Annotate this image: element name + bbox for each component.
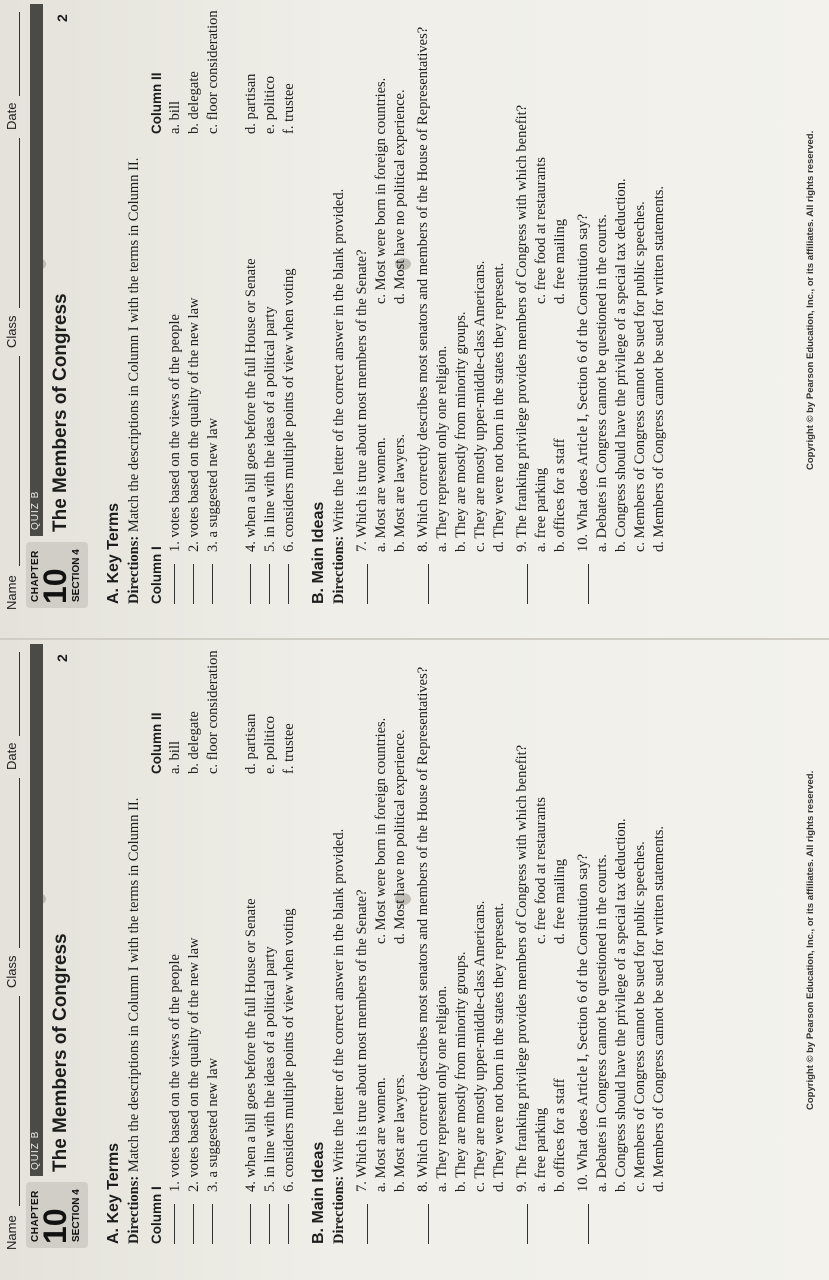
key-term-description: 4. when a bill goes before the full House or Senate <box>243 258 259 552</box>
directions-text: Write the letter of the correct answer in the blank provided. <box>331 828 347 1173</box>
choice-a: a. Debates in Congress cannot be questioned in the courts. <box>594 854 610 1192</box>
key-term-option: c. floor consideration <box>205 650 221 774</box>
answer-blank[interactable] <box>250 564 251 604</box>
answer-blank[interactable] <box>428 1204 429 1244</box>
choice-c: c. Most were born in foreign countries. <box>373 77 389 304</box>
chapter-label: CHAPTER <box>30 550 41 602</box>
key-term-option: f. trustee <box>281 723 297 774</box>
answer-blank[interactable] <box>193 564 194 604</box>
date-label: Date <box>4 742 19 770</box>
question-stem: 7. Which is true about most members of the Senate? <box>354 249 370 552</box>
section-a-directions <box>125 644 144 1244</box>
key-term-option: c. floor consideration <box>205 10 221 134</box>
choice-c: c. They are mostly upper-middle-class Americans. <box>472 900 488 1192</box>
key-term-option: b. delegate <box>186 711 202 774</box>
answer-blank[interactable] <box>288 1204 289 1244</box>
column-headers <box>147 4 166 604</box>
column-2-label: Column II <box>149 712 164 774</box>
answer-blank[interactable] <box>250 1204 251 1244</box>
question-10 <box>574 4 669 604</box>
section-a-heading: A. Key Terms <box>105 1142 122 1244</box>
answer-blank[interactable] <box>269 564 270 604</box>
class-label: Class <box>4 955 19 988</box>
key-term-row <box>204 4 242 604</box>
quiz-header <box>26 638 90 1248</box>
choice-a: a. free parking <box>533 1107 549 1192</box>
key-term-row <box>261 4 280 604</box>
section-a-directions <box>125 4 144 604</box>
key-term-option: e. politico <box>262 76 278 134</box>
directions-label: Directions: <box>126 535 142 604</box>
key-term-row <box>204 644 242 1244</box>
question-8 <box>414 4 509 604</box>
quiz-title: The Members of Congress <box>50 933 71 1172</box>
question-stem: 10. What does Article I, Section 6 of the Constitution say? <box>575 853 591 1192</box>
choice-d: d. They were not born in the states they represent. <box>491 902 507 1192</box>
key-term-row <box>261 644 280 1244</box>
column-headers <box>147 644 166 1244</box>
question-stem: 8. Which correctly describes most senators and members of the House of Representatives? <box>415 666 431 1192</box>
choice-b: b. offices for a staff <box>552 438 568 552</box>
answer-blank[interactable] <box>527 1204 528 1244</box>
quiz-content <box>98 4 669 604</box>
key-term-option: b. delegate <box>186 71 202 134</box>
choice-d: d. free mailing <box>552 859 568 944</box>
page-number: 2 <box>54 14 70 22</box>
class-label: Class <box>4 315 19 348</box>
question-10 <box>574 644 669 1244</box>
copyright-notice: Copyright © by Pearson Education, Inc., or its affiliates. All rights reserved. <box>805 770 816 1110</box>
name-line[interactable] <box>19 996 20 1206</box>
choice-a: a. free parking <box>533 467 549 552</box>
choice-d: d. Most have no political experience. <box>392 729 408 944</box>
key-term-description: 3. a suggested new law <box>205 1057 221 1192</box>
name-line[interactable] <box>19 356 20 566</box>
class-line[interactable] <box>19 138 20 308</box>
column-1-label: Column I <box>149 1186 164 1244</box>
question-stem: 8. Which correctly describes most senators and members of the House of Representatives? <box>415 26 431 552</box>
date-label: Date <box>4 102 19 130</box>
chapter-label: CHAPTER <box>30 1190 41 1242</box>
answer-blank[interactable] <box>212 1204 213 1244</box>
key-terms-list <box>166 644 299 1244</box>
key-term-row <box>185 4 204 604</box>
answer-blank[interactable] <box>428 564 429 604</box>
key-term-row <box>242 4 261 604</box>
question-9 <box>513 4 570 604</box>
choice-c: c. Members of Congress cannot be sued for public speeches. <box>632 201 648 552</box>
choice-a: a. They represent only one religion. <box>434 985 450 1192</box>
date-line[interactable] <box>19 652 20 736</box>
answer-blank[interactable] <box>588 1204 589 1244</box>
name-class-date-bar <box>4 10 24 610</box>
answer-blank[interactable] <box>174 564 175 604</box>
choice-b: b. Most are lawyers. <box>392 1074 408 1192</box>
key-term-option: a. bill <box>167 740 183 774</box>
quiz-page-bottom <box>0 640 829 1280</box>
question-stem: 9. The franking privilege provides members of Congress with which benefit? <box>514 104 530 552</box>
answer-blank[interactable] <box>174 1204 175 1244</box>
question-7 <box>353 4 410 604</box>
choice-b: b. Most are lawyers. <box>392 434 408 552</box>
directions-text: Write the letter of the correct answer in the blank provided. <box>331 188 347 533</box>
column-2-label: Column II <box>149 72 164 134</box>
name-label: Name <box>4 1215 19 1250</box>
choice-c: c. Members of Congress cannot be sued for public speeches. <box>632 841 648 1192</box>
key-term-option: e. politico <box>262 716 278 774</box>
answer-blank[interactable] <box>367 1204 368 1244</box>
key-term-row <box>185 644 204 1244</box>
question-stem: 7. Which is true about most members of the Senate? <box>354 889 370 1192</box>
directions-label: Directions: <box>331 1175 347 1244</box>
key-term-option: d. partisan <box>243 73 259 134</box>
directions-label: Directions: <box>331 535 347 604</box>
quiz-label: QUIZ B <box>30 490 41 530</box>
section-a-heading: A. Key Terms <box>105 502 122 604</box>
question-stem: 10. What does Article I, Section 6 of the Constitution say? <box>575 213 591 552</box>
class-line[interactable] <box>19 778 20 948</box>
key-term-description: 1. votes based on the views of the people <box>167 954 183 1192</box>
choice-c: c. Most were born in foreign countries. <box>373 717 389 944</box>
choice-a: a. Debates in Congress cannot be questioned in the courts. <box>594 214 610 552</box>
key-term-description: 4. when a bill goes before the full House or Senate <box>243 898 259 1192</box>
quiz-header <box>26 0 90 608</box>
name-class-date-bar <box>4 650 24 1250</box>
question-7 <box>353 644 410 1244</box>
key-term-description: 3. a suggested new law <box>205 417 221 552</box>
quiz-bar <box>30 4 43 536</box>
key-term-description: 6. considers multiple points of view when voting <box>281 908 297 1192</box>
quiz-title: The Members of Congress <box>50 293 71 532</box>
section-b-directions <box>330 644 349 1244</box>
key-term-description: 5. in line with the ideas of a political party <box>262 946 278 1192</box>
key-term-option: f. trustee <box>281 83 297 134</box>
copyright-notice: Copyright © by Pearson Education, Inc., or its affiliates. All rights reserved. <box>805 130 816 470</box>
name-label: Name <box>4 575 19 610</box>
answer-blank[interactable] <box>288 564 289 604</box>
section-b-heading: B. Main Ideas <box>310 501 327 604</box>
key-terms-list <box>166 4 299 604</box>
key-term-description: 1. votes based on the views of the people <box>167 314 183 552</box>
choice-c: c. free food at restaurants <box>533 157 549 304</box>
answer-blank[interactable] <box>269 1204 270 1244</box>
key-term-description: 2. votes based on the quality of the new law <box>186 937 202 1192</box>
choice-a: a. Most are women. <box>373 1077 389 1192</box>
section-b-heading: B. Main Ideas <box>310 1141 327 1244</box>
key-term-option: a. bill <box>167 100 183 134</box>
choice-b: b. They are mostly from minority groups. <box>453 951 469 1192</box>
choice-a: a. Most are women. <box>373 437 389 552</box>
directions-text: Match the descriptions in Column I with the terms in Column II. <box>126 797 142 1173</box>
directions-text: Match the descriptions in Column I with the terms in Column II. <box>126 157 142 533</box>
section-label: SECTION 4 <box>71 549 82 602</box>
date-line[interactable] <box>19 12 20 96</box>
directions-label: Directions: <box>126 1175 142 1244</box>
choice-c: c. free food at restaurants <box>533 797 549 944</box>
choice-b: b. Congress should have the privilege of a special tax deduction. <box>613 818 629 1192</box>
key-term-description: 2. votes based on the quality of the new law <box>186 297 202 552</box>
choice-b: b. Congress should have the privilege of a special tax deduction. <box>613 178 629 552</box>
key-term-row <box>280 644 299 1244</box>
chapter-box <box>26 1182 88 1248</box>
key-term-row <box>242 644 261 1244</box>
choice-d: d. Members of Congress cannot be sued for written statements. <box>651 185 667 552</box>
choice-d: d. They were not born in the states they represent. <box>491 262 507 552</box>
chapter-number: 10 <box>37 568 73 604</box>
question-9 <box>513 644 570 1244</box>
key-term-row <box>166 644 185 1244</box>
key-term-row <box>166 4 185 604</box>
section-label: SECTION 4 <box>71 1189 82 1242</box>
choice-b: b. offices for a staff <box>552 1078 568 1192</box>
key-term-row <box>280 4 299 604</box>
key-term-option: d. partisan <box>243 713 259 774</box>
page-number: 2 <box>54 654 70 662</box>
choice-d: d. free mailing <box>552 219 568 304</box>
question-8 <box>414 644 509 1244</box>
answer-blank[interactable] <box>212 564 213 604</box>
choice-c: c. They are mostly upper-middle-class Americans. <box>472 260 488 552</box>
quiz-content <box>98 644 669 1244</box>
key-term-description: 5. in line with the ideas of a political party <box>262 306 278 552</box>
choice-d: d. Members of Congress cannot be sued for written statements. <box>651 825 667 1192</box>
choice-d: d. Most have no political experience. <box>392 89 408 304</box>
section-b-directions <box>330 4 349 604</box>
answer-blank[interactable] <box>193 1204 194 1244</box>
answer-blank[interactable] <box>367 564 368 604</box>
answer-blank[interactable] <box>588 564 589 604</box>
quiz-bar <box>30 644 43 1176</box>
choice-b: b. They are mostly from minority groups. <box>453 311 469 552</box>
chapter-number: 10 <box>37 1208 73 1244</box>
chapter-box <box>26 542 88 608</box>
quiz-label: QUIZ B <box>30 1130 41 1170</box>
question-stem: 9. The franking privilege provides members of Congress with which benefit? <box>514 744 530 1192</box>
key-term-description: 6. considers multiple points of view when voting <box>281 268 297 552</box>
column-1-label: Column I <box>149 546 164 604</box>
answer-blank[interactable] <box>527 564 528 604</box>
choice-a: a. They represent only one religion. <box>434 345 450 552</box>
